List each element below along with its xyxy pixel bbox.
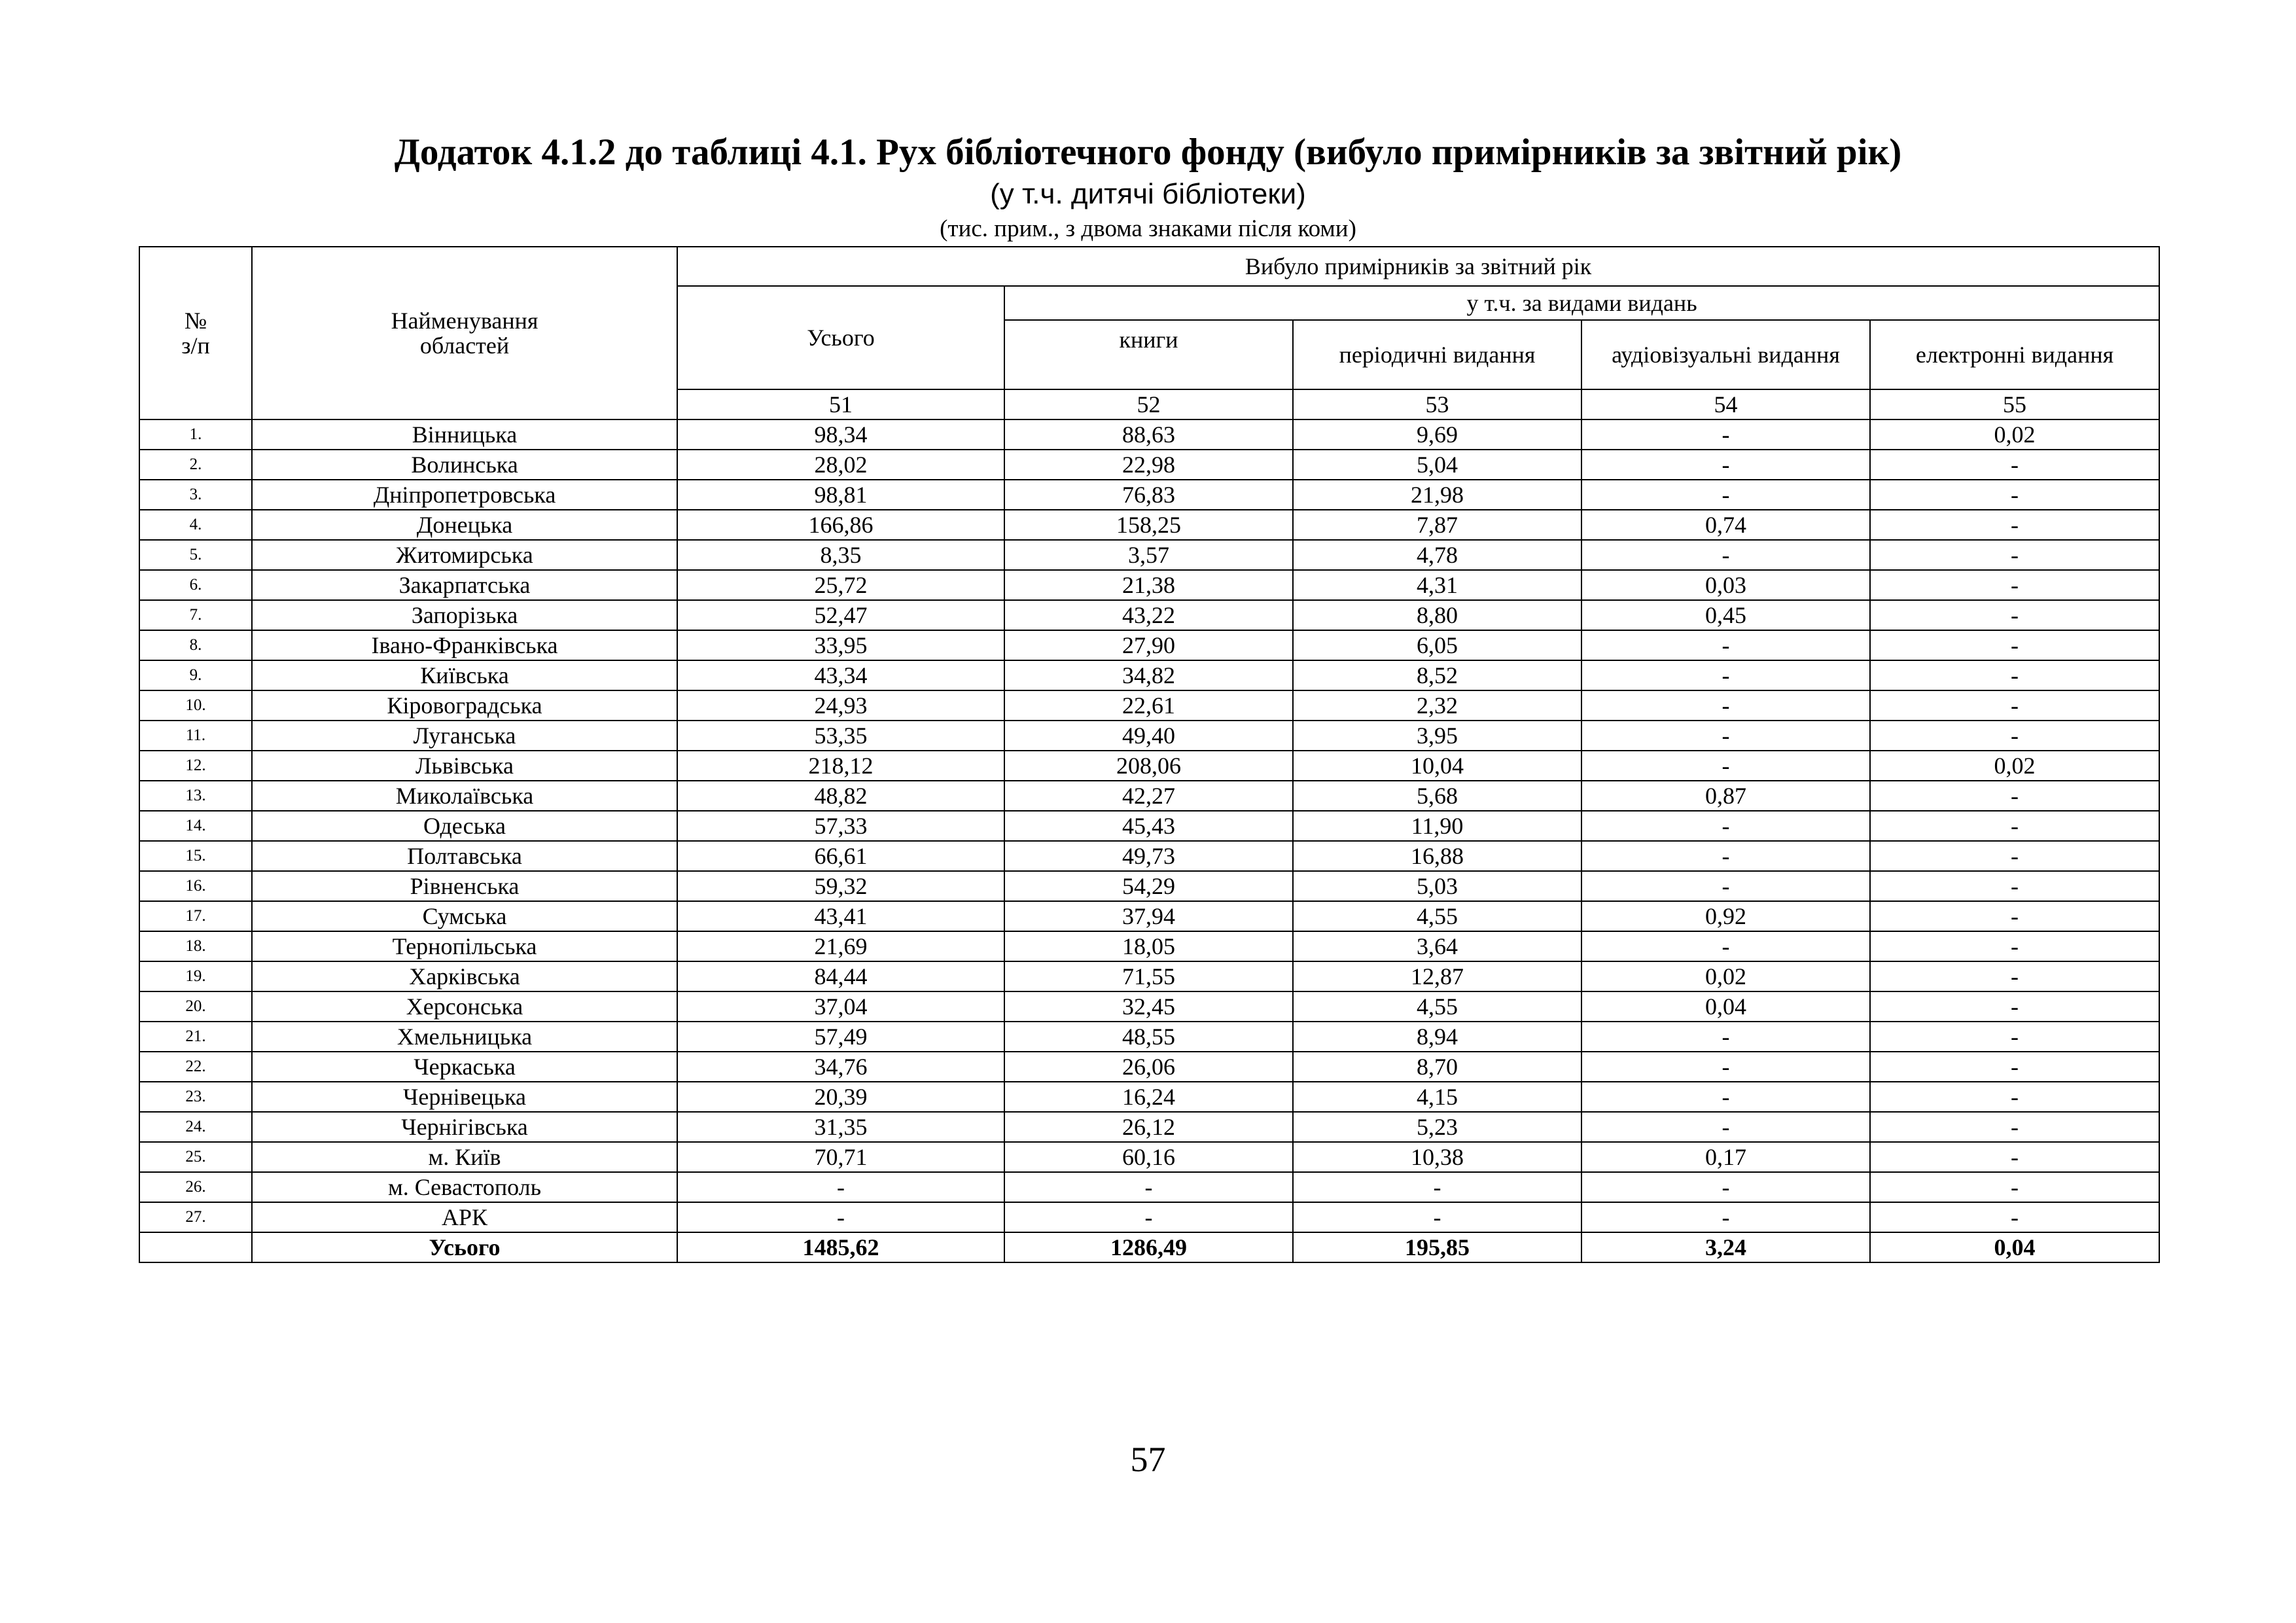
- cell-periodicals: 5,68: [1293, 781, 1581, 811]
- table-row: [139, 991, 2159, 1022]
- region-name: Харківська: [252, 961, 677, 991]
- cell-books: 34,82: [1004, 660, 1293, 690]
- cell-total: 166,86: [677, 510, 1004, 540]
- col-code-52: 52: [1004, 389, 1293, 419]
- table-row: [139, 690, 2159, 721]
- cell-audiovisual: -: [1581, 540, 1870, 570]
- row-number: 9.: [139, 660, 252, 690]
- cell-periodicals: 5,23: [1293, 1112, 1581, 1142]
- region-name: Закарпатська: [252, 570, 677, 600]
- cell-total: 70,71: [677, 1142, 1004, 1172]
- totals-books: 1286,49: [1004, 1232, 1293, 1262]
- cell-electronic: -: [1870, 961, 2159, 991]
- row-number: 16.: [139, 871, 252, 901]
- table-row: [139, 1052, 2159, 1082]
- cell-total: 28,02: [677, 450, 1004, 480]
- row-number: 2.: [139, 450, 252, 480]
- cell-audiovisual: -: [1581, 690, 1870, 721]
- cell-total: 98,81: [677, 480, 1004, 510]
- cell-audiovisual: -: [1581, 480, 1870, 510]
- cell-books: 42,27: [1004, 781, 1293, 811]
- col-code-53: 53: [1293, 389, 1581, 419]
- cell-total: 52,47: [677, 600, 1004, 630]
- table-row: [139, 901, 2159, 931]
- table-row: [139, 961, 2159, 991]
- cell-periodicals: 4,55: [1293, 991, 1581, 1022]
- cell-books: 37,94: [1004, 901, 1293, 931]
- table-row: [139, 1202, 2159, 1232]
- cell-books: 158,25: [1004, 510, 1293, 540]
- row-number: 20.: [139, 991, 252, 1022]
- region-name: Дніпропетровська: [252, 480, 677, 510]
- cell-audiovisual: -: [1581, 841, 1870, 871]
- cell-periodicals: 4,55: [1293, 901, 1581, 931]
- totals-total: 1485,62: [677, 1232, 1004, 1262]
- cell-audiovisual: -: [1581, 660, 1870, 690]
- cell-electronic: -: [1870, 781, 2159, 811]
- region-name: Черкаська: [252, 1052, 677, 1082]
- cell-total: 53,35: [677, 721, 1004, 751]
- cell-periodicals: 3,64: [1293, 931, 1581, 961]
- cell-electronic: -: [1870, 721, 2159, 751]
- cell-audiovisual: -: [1581, 1082, 1870, 1112]
- cell-audiovisual: -: [1581, 751, 1870, 781]
- table-row: [139, 931, 2159, 961]
- cell-total: 48,82: [677, 781, 1004, 811]
- table-row: [139, 480, 2159, 510]
- cell-books: 22,61: [1004, 690, 1293, 721]
- cell-total: 57,33: [677, 811, 1004, 841]
- region-name: Донецька: [252, 510, 677, 540]
- cell-total: 8,35: [677, 540, 1004, 570]
- cell-electronic: 0,02: [1870, 419, 2159, 450]
- region-name: Київська: [252, 660, 677, 690]
- row-number: 13.: [139, 781, 252, 811]
- table-row: [139, 811, 2159, 841]
- row-number: 15.: [139, 841, 252, 871]
- cell-total: 25,72: [677, 570, 1004, 600]
- region-name: м. Київ: [252, 1142, 677, 1172]
- units-note: (тис. прим., з двома знаками після коми): [940, 215, 1356, 242]
- table-row: [139, 1022, 2159, 1052]
- cell-audiovisual: 0,02: [1581, 961, 1870, 991]
- cell-periodicals: 10,38: [1293, 1142, 1581, 1172]
- row-number: 10.: [139, 690, 252, 721]
- col-code-54: 54: [1581, 389, 1870, 419]
- cell-electronic: -: [1870, 931, 2159, 961]
- cell-electronic: -: [1870, 660, 2159, 690]
- cell-audiovisual: -: [1581, 450, 1870, 480]
- cell-total: 59,32: [677, 871, 1004, 901]
- cell-books: 26,12: [1004, 1112, 1293, 1142]
- cell-periodicals: 11,90: [1293, 811, 1581, 841]
- col-header-num: [139, 247, 252, 419]
- table-row: [139, 1112, 2159, 1142]
- region-name: Луганська: [252, 721, 677, 751]
- cell-audiovisual: 0,87: [1581, 781, 1870, 811]
- cell-electronic: -: [1870, 901, 2159, 931]
- cell-electronic: -: [1870, 1202, 2159, 1232]
- cell-audiovisual: -: [1581, 1172, 1870, 1202]
- row-number: 22.: [139, 1052, 252, 1082]
- row-number: 24.: [139, 1112, 252, 1142]
- table-row: [139, 871, 2159, 901]
- cell-total: 34,76: [677, 1052, 1004, 1082]
- region-name: Чернігівська: [252, 1112, 677, 1142]
- cell-books: 22,98: [1004, 450, 1293, 480]
- row-number: 23.: [139, 1082, 252, 1112]
- col-group-by-type: у т.ч. за видами видань: [1004, 286, 2159, 320]
- cell-audiovisual: -: [1581, 871, 1870, 901]
- totals-num-cell: [139, 1232, 252, 1262]
- table-row: [139, 510, 2159, 540]
- cell-total: 98,34: [677, 419, 1004, 450]
- cell-periodicals: 4,15: [1293, 1082, 1581, 1112]
- cell-total: 84,44: [677, 961, 1004, 991]
- cell-periodicals: -: [1293, 1202, 1581, 1232]
- cell-books: 60,16: [1004, 1142, 1293, 1172]
- cell-audiovisual: 0,92: [1581, 901, 1870, 931]
- row-number: 6.: [139, 570, 252, 600]
- cell-audiovisual: -: [1581, 419, 1870, 450]
- cell-electronic: -: [1870, 570, 2159, 600]
- totals-audiovisual: 3,24: [1581, 1232, 1870, 1262]
- region-name: Чернівецька: [252, 1082, 677, 1112]
- row-number: 14.: [139, 811, 252, 841]
- region-name: Кіровоградська: [252, 690, 677, 721]
- table-row: [139, 660, 2159, 690]
- col-header-electronic: електронні видання: [1870, 320, 2159, 389]
- cell-total: 21,69: [677, 931, 1004, 961]
- cell-books: 27,90: [1004, 630, 1293, 660]
- cell-books: 208,06: [1004, 751, 1293, 781]
- region-name: Рівненська: [252, 871, 677, 901]
- row-number: 7.: [139, 600, 252, 630]
- region-name: Полтавська: [252, 841, 677, 871]
- cell-books: 48,55: [1004, 1022, 1293, 1052]
- cell-electronic: -: [1870, 1112, 2159, 1142]
- cell-periodicals: 8,80: [1293, 600, 1581, 630]
- cell-electronic: -: [1870, 480, 2159, 510]
- row-number: 8.: [139, 630, 252, 660]
- cell-periodicals: 9,69: [1293, 419, 1581, 450]
- table-row: [139, 1142, 2159, 1172]
- row-number: 5.: [139, 540, 252, 570]
- cell-electronic: 0,02: [1870, 751, 2159, 781]
- table-row: [139, 450, 2159, 480]
- cell-books: 76,83: [1004, 480, 1293, 510]
- cell-total: 37,04: [677, 991, 1004, 1022]
- region-name: Львівська: [252, 751, 677, 781]
- withdrawn-copies-table: [139, 246, 2160, 1263]
- cell-periodicals: 8,94: [1293, 1022, 1581, 1052]
- cell-total: -: [677, 1202, 1004, 1232]
- cell-total: 57,49: [677, 1022, 1004, 1052]
- cell-books: -: [1004, 1172, 1293, 1202]
- region-name: Івано-Франківська: [252, 630, 677, 660]
- cell-books: 16,24: [1004, 1082, 1293, 1112]
- col-header-name-label: Найменування областей: [391, 308, 539, 359]
- cell-total: 24,93: [677, 690, 1004, 721]
- table-row: [139, 1172, 2159, 1202]
- cell-total: 31,35: [677, 1112, 1004, 1142]
- region-name: АРК: [252, 1202, 677, 1232]
- col-header-num-label: № з/п: [181, 308, 210, 359]
- cell-electronic: -: [1870, 1142, 2159, 1172]
- cell-periodicals: 2,32: [1293, 690, 1581, 721]
- region-name: м. Севастополь: [252, 1172, 677, 1202]
- region-name: Тернопільська: [252, 931, 677, 961]
- cell-books: 45,43: [1004, 811, 1293, 841]
- table-row: [139, 540, 2159, 570]
- cell-periodicals: 12,87: [1293, 961, 1581, 991]
- region-name: Житомирська: [252, 540, 677, 570]
- cell-books: 88,63: [1004, 419, 1293, 450]
- cell-total: -: [677, 1172, 1004, 1202]
- table-row: [139, 781, 2159, 811]
- col-code-55: 55: [1870, 389, 2159, 419]
- row-number: 4.: [139, 510, 252, 540]
- row-number: 19.: [139, 961, 252, 991]
- cell-periodicals: 16,88: [1293, 841, 1581, 871]
- cell-periodicals: 5,04: [1293, 450, 1581, 480]
- cell-electronic: -: [1870, 600, 2159, 630]
- col-header-name: [252, 247, 677, 419]
- cell-periodicals: 4,31: [1293, 570, 1581, 600]
- cell-periodicals: 10,04: [1293, 751, 1581, 781]
- cell-electronic: -: [1870, 871, 2159, 901]
- region-name: Запорізька: [252, 600, 677, 630]
- cell-periodicals: 6,05: [1293, 630, 1581, 660]
- table-row: [139, 841, 2159, 871]
- region-name: Миколаївська: [252, 781, 677, 811]
- cell-periodicals: 5,03: [1293, 871, 1581, 901]
- cell-audiovisual: 0,04: [1581, 991, 1870, 1022]
- cell-periodicals: 21,98: [1293, 480, 1581, 510]
- cell-electronic: -: [1870, 510, 2159, 540]
- table-row: [139, 721, 2159, 751]
- cell-total: 218,12: [677, 751, 1004, 781]
- totals-periodicals: 195,85: [1293, 1232, 1581, 1262]
- row-number: 25.: [139, 1142, 252, 1172]
- cell-books: 26,06: [1004, 1052, 1293, 1082]
- table-row: [139, 600, 2159, 630]
- row-number: 26.: [139, 1172, 252, 1202]
- cell-books: -: [1004, 1202, 1293, 1232]
- cell-periodicals: -: [1293, 1172, 1581, 1202]
- cell-audiovisual: 0,45: [1581, 600, 1870, 630]
- table-row: [139, 419, 2159, 450]
- cell-periodicals: 8,52: [1293, 660, 1581, 690]
- col-header-audiovisual: аудіовізуальні видання: [1581, 320, 1870, 389]
- cell-audiovisual: -: [1581, 811, 1870, 841]
- row-number: 18.: [139, 931, 252, 961]
- region-name: Одеська: [252, 811, 677, 841]
- cell-audiovisual: -: [1581, 1022, 1870, 1052]
- cell-electronic: -: [1870, 991, 2159, 1022]
- region-name: Сумська: [252, 901, 677, 931]
- cell-books: 18,05: [1004, 931, 1293, 961]
- cell-books: 32,45: [1004, 991, 1293, 1022]
- region-name: Вінницька: [252, 419, 677, 450]
- cell-electronic: -: [1870, 690, 2159, 721]
- page-title: Додаток 4.1.2 до таблиці 4.1. Рух бібліотечного фонду (вибуло примірників за звітний рік): [394, 132, 1902, 173]
- table-row: [139, 570, 2159, 600]
- cell-books: 71,55: [1004, 961, 1293, 991]
- cell-books: 54,29: [1004, 871, 1293, 901]
- cell-electronic: -: [1870, 540, 2159, 570]
- cell-periodicals: 3,95: [1293, 721, 1581, 751]
- page-number: 57: [1130, 1440, 1166, 1479]
- cell-audiovisual: -: [1581, 630, 1870, 660]
- row-number: 12.: [139, 751, 252, 781]
- col-header-total: Усього: [677, 286, 1004, 389]
- row-number: 1.: [139, 419, 252, 450]
- cell-electronic: -: [1870, 1052, 2159, 1082]
- region-name: Херсонська: [252, 991, 677, 1022]
- cell-books: 49,40: [1004, 721, 1293, 751]
- cell-electronic: -: [1870, 1022, 2159, 1052]
- cell-audiovisual: -: [1581, 1052, 1870, 1082]
- cell-audiovisual: -: [1581, 1202, 1870, 1232]
- cell-electronic: -: [1870, 1082, 2159, 1112]
- cell-total: 20,39: [677, 1082, 1004, 1112]
- cell-periodicals: 7,87: [1293, 510, 1581, 540]
- cell-periodicals: 8,70: [1293, 1052, 1581, 1082]
- table-body: [139, 419, 2159, 1232]
- cell-audiovisual: -: [1581, 721, 1870, 751]
- cell-audiovisual: -: [1581, 931, 1870, 961]
- cell-total: 66,61: [677, 841, 1004, 871]
- table-row: [139, 751, 2159, 781]
- cell-electronic: -: [1870, 450, 2159, 480]
- table-row: [139, 1082, 2159, 1112]
- row-number: 27.: [139, 1202, 252, 1232]
- row-number: 21.: [139, 1022, 252, 1052]
- page-subtitle: (у т.ч. дитячі бібліотеки): [990, 178, 1306, 210]
- cell-electronic: -: [1870, 630, 2159, 660]
- totals-electronic: 0,04: [1870, 1232, 2159, 1262]
- table-header: [139, 247, 2159, 419]
- cell-audiovisual: -: [1581, 1112, 1870, 1142]
- region-name: Волинська: [252, 450, 677, 480]
- cell-periodicals: 4,78: [1293, 540, 1581, 570]
- cell-books: 21,38: [1004, 570, 1293, 600]
- totals-row: [139, 1232, 2159, 1262]
- cell-audiovisual: 0,03: [1581, 570, 1870, 600]
- row-number: 17.: [139, 901, 252, 931]
- col-header-periodicals: періодичні видання: [1293, 320, 1581, 389]
- cell-electronic: -: [1870, 811, 2159, 841]
- row-number: 3.: [139, 480, 252, 510]
- cell-electronic: -: [1870, 841, 2159, 871]
- cell-books: 49,73: [1004, 841, 1293, 871]
- row-number: 11.: [139, 721, 252, 751]
- region-name: Хмельницька: [252, 1022, 677, 1052]
- col-group-withdrawn: Вибуло примірників за звітний рік: [677, 247, 2159, 286]
- cell-books: 3,57: [1004, 540, 1293, 570]
- cell-audiovisual: 0,17: [1581, 1142, 1870, 1172]
- col-header-books: книги: [1004, 320, 1293, 389]
- cell-books: 43,22: [1004, 600, 1293, 630]
- cell-electronic: -: [1870, 1172, 2159, 1202]
- cell-audiovisual: 0,74: [1581, 510, 1870, 540]
- col-code-51: 51: [677, 389, 1004, 419]
- cell-total: 33,95: [677, 630, 1004, 660]
- cell-total: 43,34: [677, 660, 1004, 690]
- totals-label: Усього: [252, 1232, 677, 1262]
- table-row: [139, 630, 2159, 660]
- cell-total: 43,41: [677, 901, 1004, 931]
